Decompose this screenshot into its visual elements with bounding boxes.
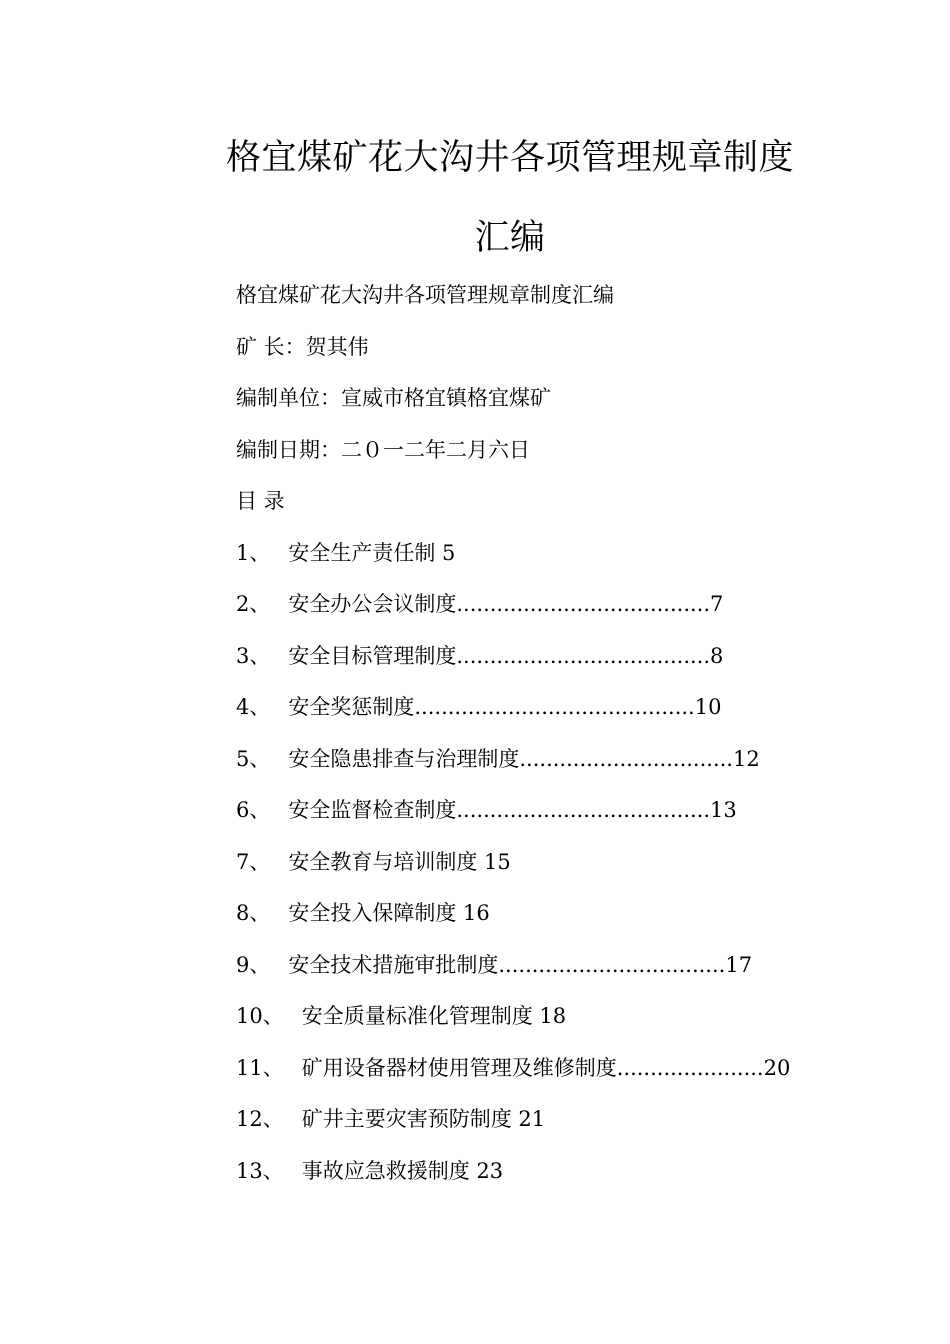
toc-entry-number: 4、 [236, 695, 271, 719]
toc-entry-number: 9、 [236, 952, 271, 977]
toc-entry-text: 事故应急救援制度 23 [301, 1158, 504, 1183]
toc-entry-text: 安全监督检查制度......................................13 [288, 798, 737, 822]
toc-entry-number: 12、 [236, 1107, 284, 1131]
document-body [236, 270, 856, 1197]
toc-entry-number: 1、 [236, 540, 271, 565]
toc-entry-text: 安全教育与培训制度 15 [288, 849, 511, 874]
toc-entry [236, 991, 856, 1043]
toc-entry-text: 矿井主要灾害预防制度 21 [301, 1107, 546, 1131]
toc-entry-text: 安全生产责任制 5 [288, 540, 456, 565]
toc-entry [236, 734, 856, 786]
toc-entry-text: 安全质量标准化管理制度 18 [301, 1004, 567, 1028]
mine-head-line: 矿 长：贺其伟 [236, 334, 369, 359]
toc-entry [236, 1146, 856, 1198]
toc-entry-number: 13、 [236, 1158, 284, 1183]
toc-entry-text: 安全目标管理制度......................................8 [288, 643, 724, 668]
toc-entry [236, 528, 856, 580]
document-title: 格宜煤矿花大沟井各项管理规章制度汇编 [225, 138, 794, 258]
toc-entry [236, 579, 856, 631]
toc-entry-number: 5、 [236, 746, 271, 771]
toc-entry-text: 安全办公会议制度......................................7 [288, 592, 724, 616]
toc-entry [236, 785, 856, 837]
toc-entry-number: 6、 [236, 798, 271, 822]
toc-entry [236, 888, 856, 940]
toc-entry [236, 837, 856, 889]
toc-entry [236, 1043, 856, 1095]
toc-entry [236, 682, 856, 734]
toc-entry-number: 3、 [236, 643, 271, 668]
toc-entry-text: 矿用设备器材使用管理及维修制度......................20 [301, 1055, 791, 1080]
toc-entry-number: 2、 [236, 592, 271, 616]
toc-entry-number: 10、 [236, 1004, 284, 1028]
toc-entry-number: 11、 [236, 1055, 284, 1080]
toc-entry-text: 安全投入保障制度 16 [288, 901, 490, 925]
toc-entry-text: 安全技术措施审批制度..................................17 [288, 952, 753, 977]
toc-entry-text: 安全隐患排查与治理制度................................12 [288, 746, 760, 771]
subtitle-line: 格宜煤矿花大沟井各项管理规章制度汇编 [236, 283, 614, 307]
toc-entry [236, 631, 856, 683]
toc-entry [236, 940, 856, 992]
toc-entry [236, 1094, 856, 1146]
compiler-line: 编制单位：宣威市格宜镇格宜煤矿 [236, 386, 551, 410]
toc-entry-number: 8、 [236, 901, 271, 925]
toc-heading: 目 录 [236, 489, 285, 513]
date-line: 编制日期：二０一二年二月六日 [236, 437, 530, 462]
toc-entry-text: 安全奖惩制度..........................................10 [288, 695, 722, 719]
toc-entry-number: 7、 [236, 849, 271, 874]
